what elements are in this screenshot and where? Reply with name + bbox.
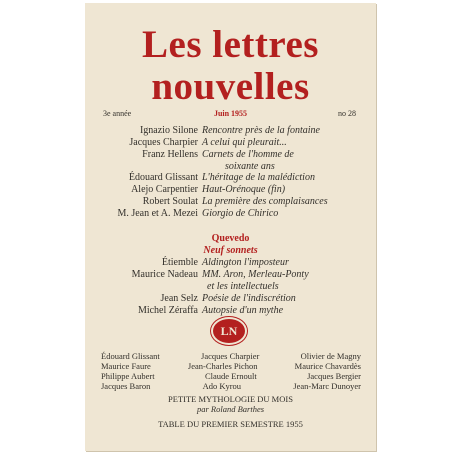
contributors-row	[101, 371, 361, 381]
contributor-name: Jacques Charpier	[201, 351, 260, 361]
contributor-name: Philippe Aubert	[101, 371, 155, 381]
toc-entry	[85, 172, 376, 184]
contributor-name: Édouard Glissant	[101, 351, 160, 361]
issue-line	[85, 109, 376, 121]
toc-author: Étiemble	[161, 257, 198, 268]
toc-work: Aldington l'imposteur	[202, 257, 289, 268]
magazine-cover	[85, 3, 376, 451]
toc-work-cont: et les intellectuels	[207, 281, 279, 292]
toc-work: L'héritage de la malédiction	[202, 172, 315, 183]
contributor-name: Ado Kyrou	[202, 381, 242, 391]
mythology-section	[85, 394, 376, 414]
mythology-title: PETITE MYTHOLOGIE DU MOIS	[168, 394, 293, 404]
table-of-contents	[85, 125, 376, 220]
toc-work: Autopsie d'un mythe	[202, 305, 284, 316]
issue-month: Juin 1955	[213, 109, 248, 118]
toc-work: Rencontre près de la fontaine	[202, 125, 320, 136]
contributor-name: Jean-Marc Dunoyer	[293, 381, 361, 391]
toc-author: Michel Zéraffa	[137, 305, 198, 316]
toc-author: Alejo Carpentier	[131, 184, 198, 195]
toc-entry	[85, 269, 376, 281]
contributors-row	[101, 361, 361, 371]
toc-entry	[85, 184, 376, 196]
toc-author: Robert Soulat	[142, 196, 198, 207]
toc-entry	[85, 305, 376, 317]
contributor-name: Jacques Baron	[101, 381, 151, 391]
toc-work: Poésie de l'indiscrétion	[202, 293, 296, 304]
featured-author: Quevedo	[211, 233, 250, 244]
toc-entry-continued	[85, 161, 376, 172]
contributors-row	[101, 351, 361, 361]
toc-author: Jean Selz	[160, 293, 198, 304]
toc-work: Haut-Orénoque (fin)	[202, 184, 286, 195]
contributor-name: Maurice Faure	[101, 361, 151, 371]
toc-work: La première des complaisances	[202, 196, 328, 207]
ln-logo: LN	[211, 317, 247, 345]
toc-entry	[85, 257, 376, 269]
toc-entry-continued	[85, 281, 376, 293]
toc-entry	[85, 125, 376, 137]
chronicles-list	[85, 257, 376, 317]
toc-author: M. Jean et A. Mezei	[117, 208, 198, 219]
mythology-author: par Roland Barthes	[196, 404, 265, 414]
toc-entry	[85, 208, 376, 220]
toc-entry	[85, 149, 376, 161]
toc-work: Giorgio de Chirico	[202, 208, 279, 219]
contributor-name: Jacques Bergier	[307, 371, 361, 381]
toc-entry	[85, 137, 376, 149]
toc-work: A celui qui pleurait...	[202, 137, 287, 148]
toc-work: Carnets de l'homme de	[202, 149, 294, 160]
toc-author: Maurice Nadeau	[131, 269, 198, 280]
toc-author: Jacques Charpier	[129, 137, 198, 148]
edition-year: 3e année	[103, 109, 132, 118]
title-line-2: nouvelles	[151, 65, 310, 108]
toc-entry	[85, 293, 376, 305]
toc-author: Franz Hellens	[142, 149, 198, 160]
semester-index: TABLE DU PREMIER SEMESTRE 1955	[158, 419, 303, 429]
featured-section	[85, 233, 376, 257]
contributor-name: Jean-Charles Pichon	[187, 361, 258, 371]
toc-author: Édouard Glissant	[128, 172, 198, 183]
toc-entry	[85, 196, 376, 208]
toc-author: Ignazio Silone	[139, 125, 198, 136]
issue-number: no 28	[338, 109, 356, 118]
title-line-1: Les lettres	[142, 23, 319, 66]
contributor-name: Maurice Chavardès	[294, 361, 361, 371]
contributor-name: Olivier de Magny	[300, 351, 361, 361]
contributors-list	[101, 351, 361, 391]
toc-work: MM. Aron, Merleau-Ponty	[202, 269, 309, 280]
contributors-row	[101, 381, 361, 391]
toc-work-cont: soixante ans	[225, 161, 275, 172]
contributor-name: Claude Ernoult	[205, 371, 257, 381]
featured-work: Neuf sonnets	[203, 245, 258, 256]
